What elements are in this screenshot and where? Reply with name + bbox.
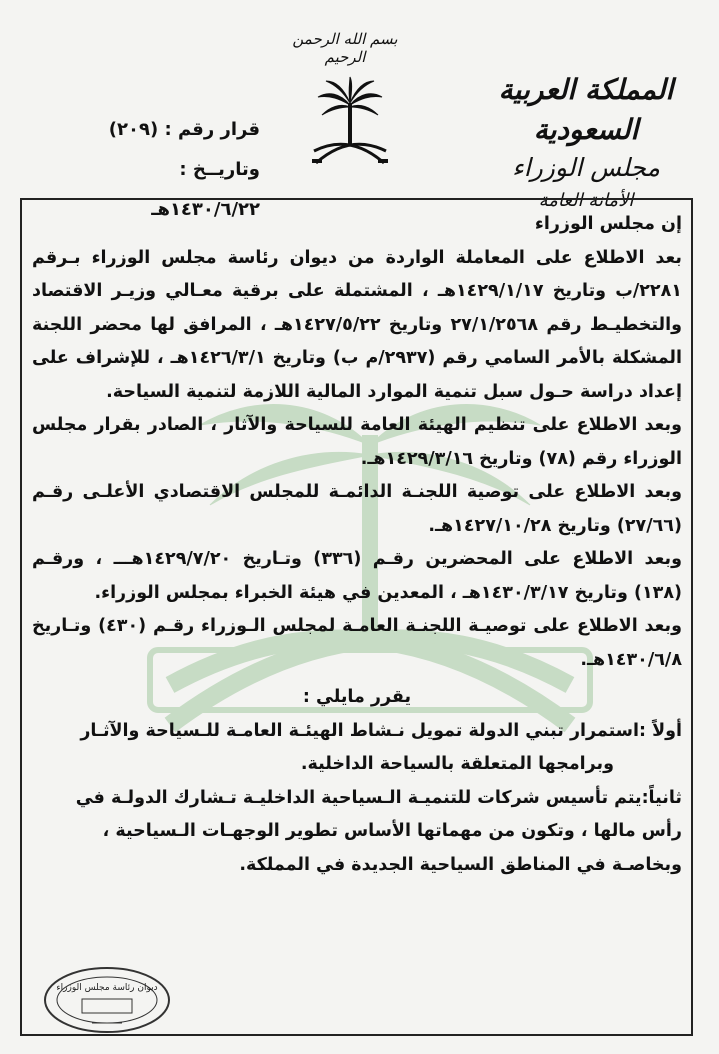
org-line-council: مجلس الوزراء bbox=[512, 153, 660, 182]
item-line: وبرامجها المتعلقة بالسياحة الداخلية. bbox=[300, 754, 614, 774]
decision-number: قرار رقم : (٢٠٩) bbox=[108, 119, 260, 140]
saudi-palm-swords-emblem-icon bbox=[310, 75, 390, 170]
item-label: ثانياً: bbox=[641, 787, 682, 808]
organization-header bbox=[471, 70, 701, 216]
item-line: استمرار تبني الدولة تمويل نـشاط الهيئـة العامـة للـسياحة والآثـار bbox=[80, 720, 639, 741]
item-line: رأس مالها ، وتكون من مهماتها الأساس تطوير الوجهـات الـسياحية ، bbox=[102, 821, 682, 841]
body-paragraph: وبعد الاطلاع على توصية اللجنـة الدائمـة للمجلس الاقتصادي الأعلـى رقـم (٢٧/٦٦) وتاريخ ١٤٢٧/١٠/٢٨هـ. bbox=[32, 482, 682, 536]
body-paragraph: بعد الاطلاع على المعاملة الواردة من ديوان رئاسة مجلس الوزراء بـرقم ٢٢٨١/ب وتاريخ ١٤٢٩/١/١٧هـ ، المشتملة على برقية معـالي وزيـر الاقتصاد والتخطيـط رقم ٢٧/١/٢٥٦٨ وتاريخ ١٤٢٧/٥/٢٢هـ ، المرافق لها محضر اللجنة المشكلة بالأمر السامي رقم (٢٩٣٧/م ب) وتاريخ ١٤٢٦/٣/١هـ ، للإشراف على إعداد دراسة حـول سبل تنمية الموارد المالية اللازمة لتنمية السياحة. bbox=[32, 247, 682, 402]
org-line-secretariat: الأمانة العامة bbox=[538, 190, 634, 211]
decision-item-first bbox=[32, 715, 682, 749]
stamp-text: ديوان رئاسة مجلس الوزراء bbox=[56, 983, 158, 993]
decision-date: وتاريــخ : ١٤٣٠/٦/٢٢هـ bbox=[151, 159, 260, 220]
item-line: يتم تأسيس شركات للتنميـة الـسياحية الداخليـة تـشارك الدولـة في bbox=[75, 787, 642, 808]
basmala: بسم الله الرحمن الرحيم bbox=[292, 30, 398, 66]
decision-item-second bbox=[32, 782, 682, 816]
body-paragraph: وبعد الاطلاع على توصيـة اللجنـة العامـة لمجلس الـوزراء رقـم (٤٣٠) وتـاريخ ١٤٣٠/٦/٨هـ. bbox=[32, 616, 682, 670]
decision-body bbox=[32, 208, 682, 882]
org-line-kingdom: المملكة العربية السعودية bbox=[498, 73, 674, 146]
seal-stamp-icon bbox=[42, 965, 172, 1035]
item-line: وبخاصـة في المناطق السياحية الجديدة في المملكة. bbox=[239, 854, 682, 875]
item-label: أولاً : bbox=[639, 720, 682, 741]
decides-heading: يقرر مايلي : bbox=[302, 687, 412, 707]
intro-line: إن مجلس الوزراء bbox=[534, 214, 682, 234]
body-paragraph: وبعد الاطلاع على المحضرين رقـم (٣٣٦) وتـاريخ ١٤٢٩/٧/٢٠هـــ ، ورقـم (١٣٨) وتاريخ ١٤٣٠/٣/١٧هـ ، المعدين في هيئة الخبراء بمجلس الوزراء. bbox=[32, 549, 682, 603]
body-paragraph: وبعد الاطلاع على تنظيم الهيئة العامة للسياحة والآثار ، الصادر بقرار مجلس الوزراء رقم (٧٨) وتاريخ ١٤٢٩/٣/١٦هـ. bbox=[32, 415, 682, 469]
